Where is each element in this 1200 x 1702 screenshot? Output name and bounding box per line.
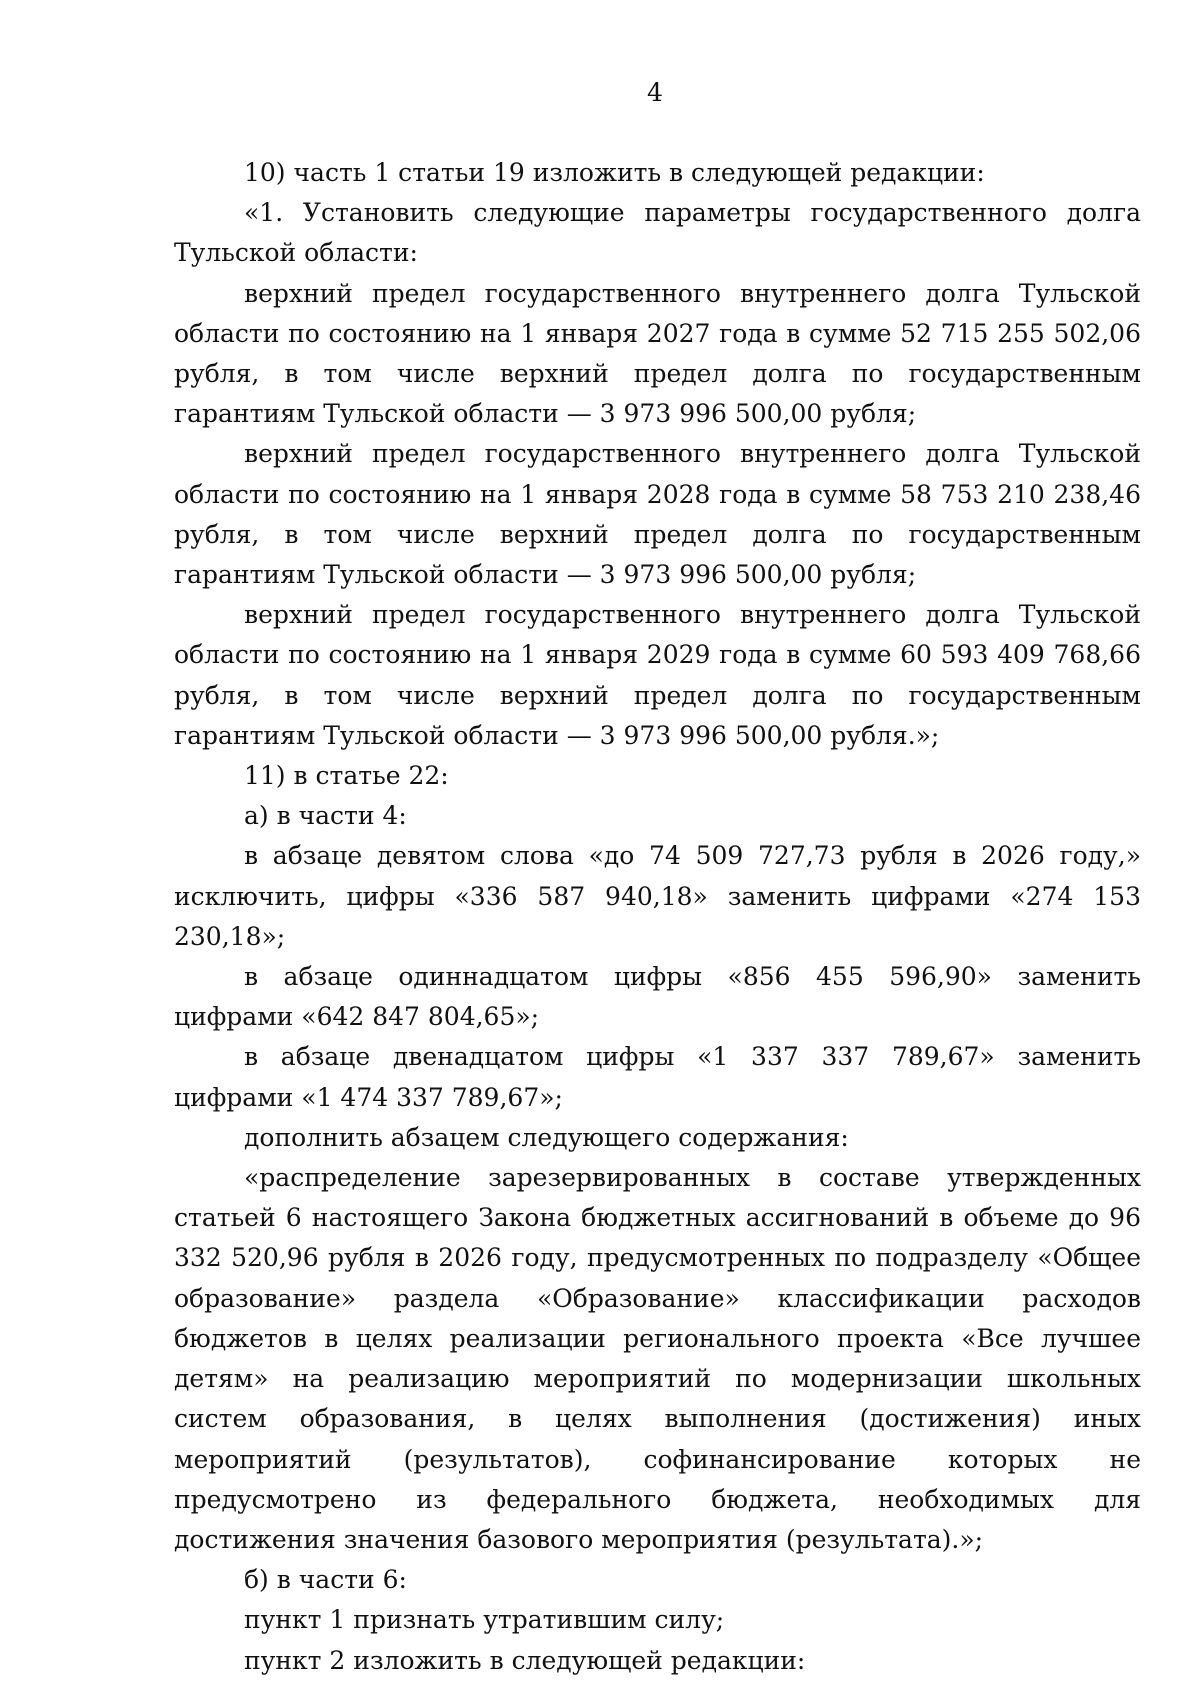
paragraph-item-11: 11) в статье 22: xyxy=(244,761,449,791)
paragraph-add-abzac: дополнить абзацем следующего содержания: xyxy=(244,1122,849,1152)
paragraph-ninth-abzac: в абзаце девятом слова «до 74 509 727,73 рубля в 2026 году,» исключить, цифры «336 587 940,18» заменить цифрами «274 153 230,18»; xyxy=(174,841,1141,951)
paragraph-debt-parameters-intro: «1. Установить следующие параметры государственного долга Тульской области: xyxy=(174,198,1141,268)
paragraph-subitem-b: б) в части 6: xyxy=(244,1565,407,1595)
page-number: 4 xyxy=(647,78,663,107)
paragraph-subitem-a: а) в части 4: xyxy=(244,801,407,831)
paragraph-debt-limit-2027: верхний предел государственного внутреннего долга Тульской области по состоянию на 1 января 2027 года в сумме 52 715 255 502,06 рубля, в том числе верхний предел долга по государственным гарантиям Тульской области — 3 973 996 500,00 рубля; xyxy=(174,278,1141,429)
paragraph-debt-limit-2029: верхний предел государственного внутреннего долга Тульской области по состоянию на 1 января 2029 года в сумме 60 593 409 768,66 рубля, в том числе верхний предел долга по государственным гарантиям Тульской области — 3 973 996 500,00 рубля.»; xyxy=(174,600,1141,750)
document-body xyxy=(174,153,1141,1681)
paragraph-new-abzac-text: «распределение зарезервированных в составе утвержденных статьей 6 настоящего Закона бюджетных ассигнований в объеме до 96 332 520,96 рубля в 2026 году, предусмотренных по подразделу «Общее образование» раздела «Образование» классификации расходов бюджетов в целях реализации регионального проекта «Все лучшее детям» на реализацию мероприятий по модернизации школьных систем образования, в целях выполнения (достижения) иных мероприятий (результатов), софинансирование которых не предусмотрено из федерального бюджета, необходимых для достижения значения базового мероприятия (результата).»; xyxy=(174,1163,1141,1554)
paragraph-eleventh-abzac: в абзаце одиннадцатом цифры «856 455 596,90» заменить цифрами «642 847 804,65»; xyxy=(174,962,1141,1032)
paragraph-point-1: пункт 1 признать утратившим силу; xyxy=(244,1605,725,1635)
paragraph-point-2: пункт 2 изложить в следующей редакции: xyxy=(244,1645,806,1675)
paragraph-twelfth-abzac: в абзаце двенадцатом цифры «1 337 337 789,67» заменить цифрами «1 474 337 789,67»; xyxy=(174,1042,1141,1112)
paragraph-debt-limit-2028: верхний предел государственного внутреннего долга Тульской области по состоянию на 1 января 2028 года в сумме 58 753 210 238,46 рубля, в том числе верхний предел долга по государственным гарантиям Тульской области — 3 973 996 500,00 рубля; xyxy=(174,439,1141,590)
paragraph-item-10: 10) часть 1 статьи 19 изложить в следующей редакции: xyxy=(244,158,985,187)
